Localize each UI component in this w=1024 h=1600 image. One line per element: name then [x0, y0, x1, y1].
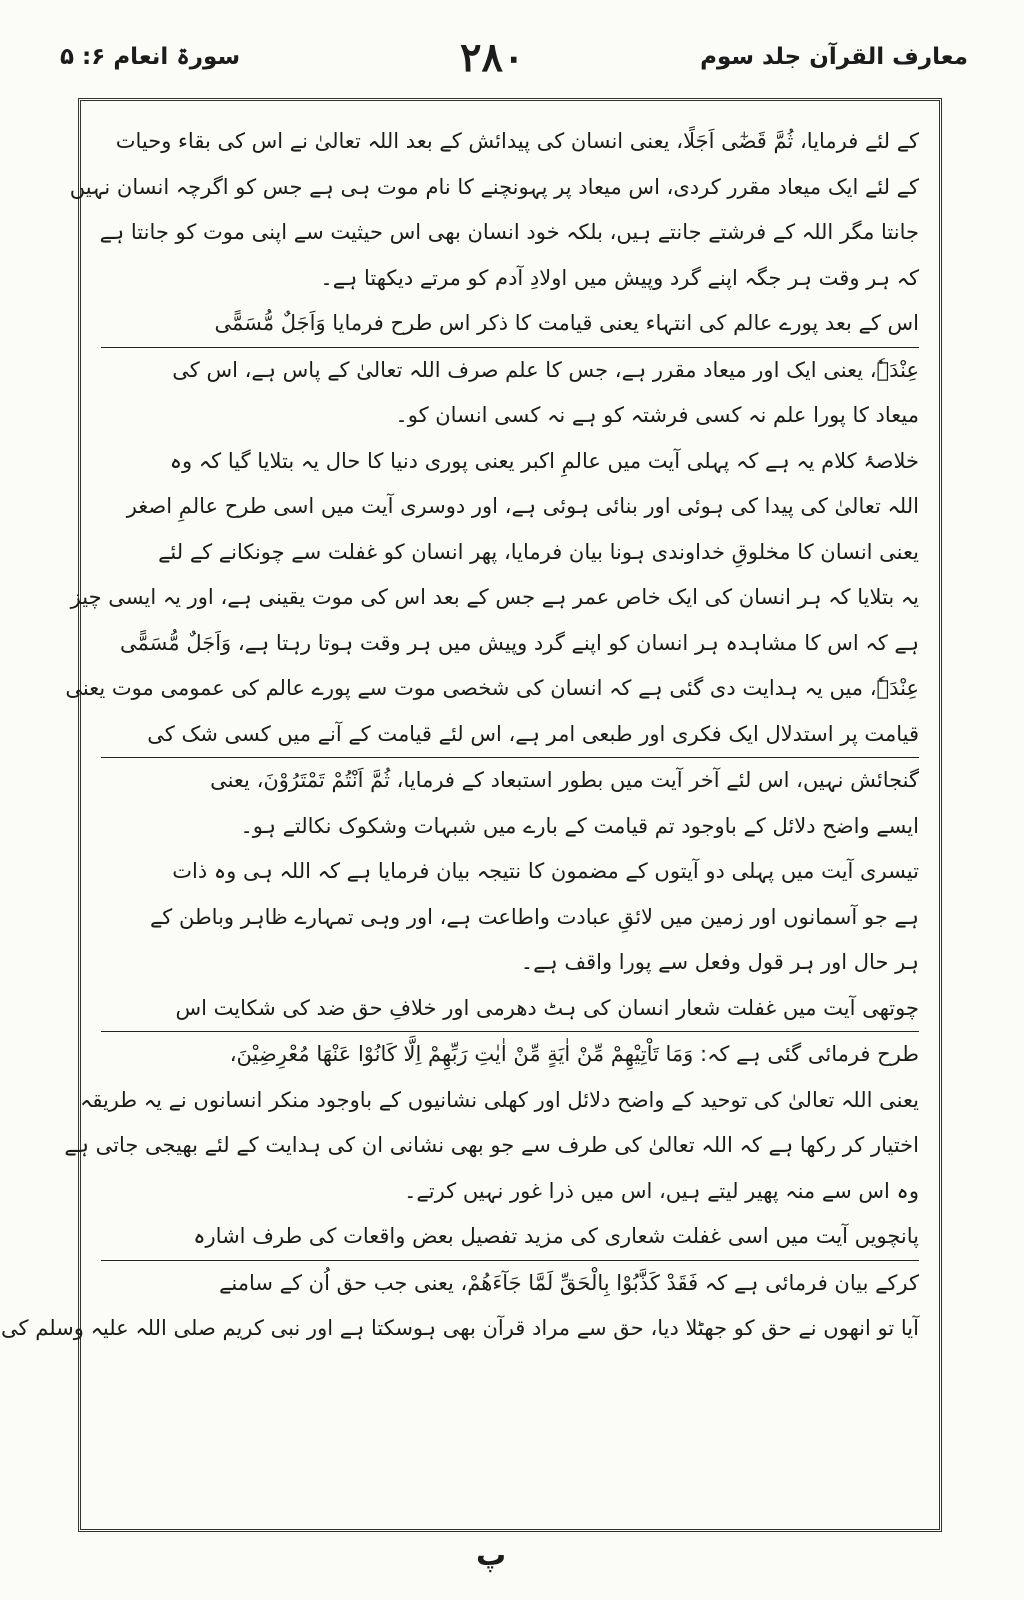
text-line: تیسری آیت میں پہلی دو آیتوں کے مضمون کا نتیجہ بیان فرمایا ہے کہ اللہ ہی وہ ذات	[172, 859, 919, 883]
text-line: خلاصۂ کلام یہ ہے کہ پہلی آیت میں عالمِ اکبر یعنی پوری دنیا کا حال یہ بتلایا گیا کہ وہ	[169, 448, 919, 473]
body-text	[1, 119, 919, 1352]
text-line: عِنْدَہٗ، یعنی ایک اور میعاد مقرر ہے، جس کا علم صرف اللہ تعالیٰ کے پاس ہے، اس کی	[172, 357, 919, 382]
text-line: گنجائش نہیں، اس لئے آخر آیت میں بطور استبعاد کے فرمایا، ثُمَّ اَنْتُمْ تَمْتَرُوْنَ، یعنی	[210, 768, 919, 792]
text-line: کے لئے فرمایا، ثُمَّ قَضٰٓی اَجَلًا، یعنی انسان کی پیدائش کے بعد اللہ تعالیٰ نے اس کی بقاء وحیات	[115, 129, 919, 153]
text-line: طرح فرمائی گئی ہے کہ: وَمَا تَاْتِیْهِمْ مِّنْ اٰیَةٍ مِّنْ اٰیٰتِ رَبِّهِمْ اِلَّا كَانُوْا عَنْهَا مُعْرِضِیْنَ،	[229, 1042, 919, 1066]
text-line: یہ بتلایا کہ ہر انسان کی ایک خاص عمر ہے جس کے بعد اس کی موت یقینی ہے، اور یہ ایسی چیز	[70, 585, 919, 609]
surah-reference: سورۃ انعام ۶: ۵	[60, 44, 241, 70]
text-line: اختیار کر رکھا ہے کہ اللہ تعالیٰ کی طرف سے جو بھی نشانی ان کی ہدایت کے لئے بھیجی جاتی ہے	[64, 1133, 919, 1157]
text-line: وہ اس سے منہ پھیر لیتے ہیں، اس میں ذرا غور نہیں کرتے۔	[404, 1178, 919, 1203]
text-line: ایسے واضح دلائل کے باوجود تم قیامت کے بارے میں شبہات وشکوک نکالتے ہو۔	[240, 813, 919, 838]
page-header	[0, 0, 1024, 90]
text-line: میعاد کا پورا علم نہ کسی فرشتہ کو ہے نہ کسی انسان کو۔	[395, 403, 919, 427]
text-line: پانچویں آیت میں اسی غفلت شعاری کی مزید تفصیل بعض واقعات کی طرف اشارہ	[101, 1214, 919, 1261]
text-line: کرکے بیان فرمائی ہے کہ فَقَدْ كَذَّبُوْا بِالْحَقِّ لَمَّا جَآءَهُمْ، یعنی جب حق اُن کے سامنے	[219, 1270, 919, 1295]
text-line: کے لئے ایک میعاد مقرر کردی، اس میعاد پر پہونچنے کا نام موت ہی ہے جس کو اگرچہ انسان نہیں	[69, 174, 919, 199]
text-line: ہے کہ اس کا مشاہدہ ہر انسان کو اپنے گرد وپیش میں ہر وقت ہوتا رہتا ہے، وَاَجَلٌ مُّسَمًّی	[120, 630, 919, 655]
text-line: کہ ہر وقت ہر جگہ اپنے گرد وپیش میں اولادِ آدم کو مرتے دیکھتا ہے۔	[320, 265, 919, 290]
page-number: ۲۸۰	[460, 34, 525, 81]
book-title: معارف القرآن جلد سوم	[700, 44, 968, 70]
text-line: اس کے بعد پورے عالم کی انتہاء یعنی قیامت کا ذکر اس طرح فرمایا وَاَجَلٌ مُّسَمًّی	[101, 301, 919, 348]
text-line: چوتھی آیت میں غفلت شعار انسان کی ہٹ دھرمی اور خلافِ حق ضد کی شکایت اس	[101, 986, 919, 1033]
text-line: یعنی اللہ تعالیٰ کی توحید کے واضح دلائل اور کھلی نشانیوں کے باوجود منکر انسانوں نے یہ طریقہ	[80, 1087, 919, 1112]
text-line: جانتا مگر اللہ کے فرشتے جانتے ہیں، بلکہ خود انسان بھی اس حیثیت سے اپنی موت کو جانتا ہے	[99, 220, 919, 244]
text-line: عِنْدَہٗ، میں یہ ہدایت دی گئی ہے کہ انسان کی شخصی موت سے پورے عالم کی عمومی موت یعنی	[65, 676, 919, 700]
text-frame	[1, 98, 942, 1532]
signature-mark: پ	[476, 1538, 507, 1573]
text-line: یعنی انسان کا مخلوقِ خداوندی ہونا بیان فرمایا، پھر انسان کو غفلت سے چونکانے کے لئے	[158, 539, 919, 564]
text-line: ہر حال اور ہر قول وفعل سے پورا واقف ہے۔	[520, 950, 919, 974]
text-line: اللہ تعالیٰ کی پیدا کی ہوئی اور بنائی ہوئی ہے، اور دوسری آیت میں اسی طرح عالمِ اصغر	[126, 494, 919, 518]
text-line: ہے جو آسمانوں اور زمین میں لائقِ عبادت واطاعت ہے، اور وہی تمہارے ظاہر وباطن کے	[150, 904, 919, 929]
text-line: قیامت پر استدلال ایک فکری اور طبعی امر ہے، اس لئے قیامت کے آنے میں کسی شک کی	[101, 712, 919, 759]
text-line: آیا تو انھوں نے حق کو جھٹلا دیا، حق سے مراد قرآن بھی ہوسکتا ہے اور نبی کریم صلی اللہ علیہ وسلم کی	[1, 1316, 919, 1340]
